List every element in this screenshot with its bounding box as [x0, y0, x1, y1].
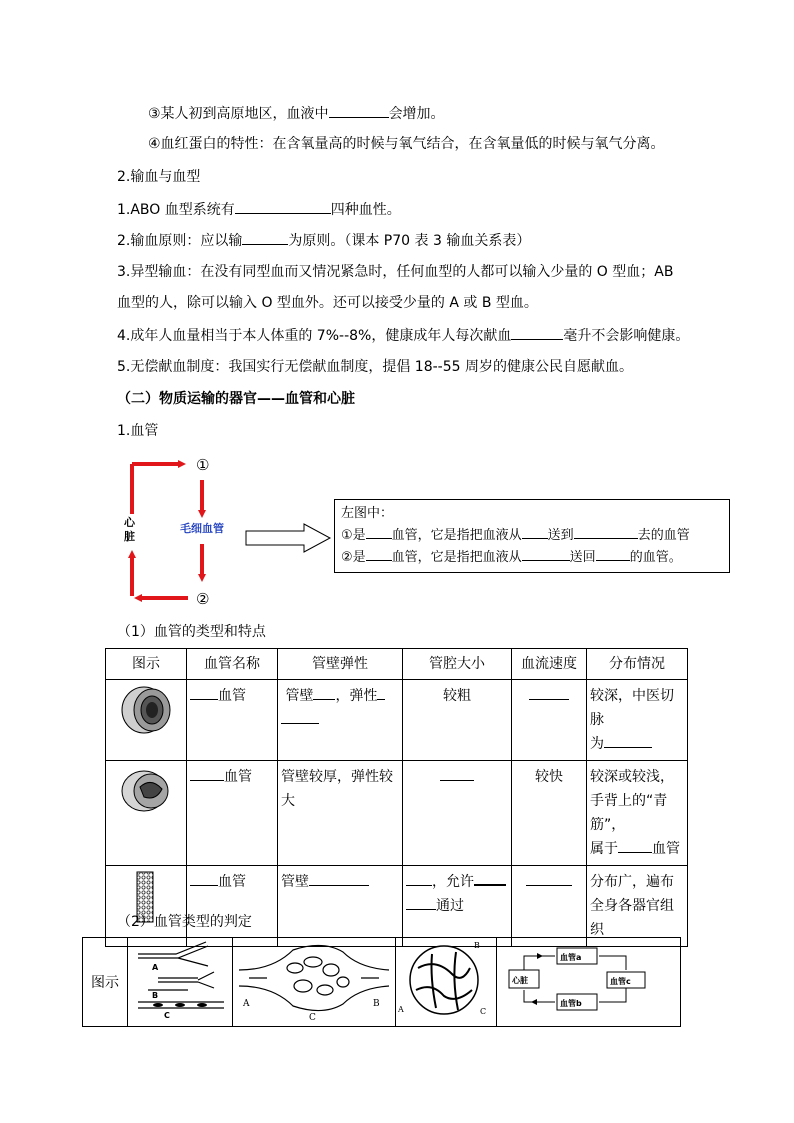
wall-cell: 管壁 ，弹性: [278, 680, 403, 761]
fig1-label-b: B: [152, 991, 159, 1000]
fig1-label-c: C: [164, 1011, 170, 1020]
artery-figure-cell: [106, 680, 187, 761]
size-cell: [403, 761, 512, 866]
fig4-heart: 心脏: [512, 976, 528, 985]
header-cell: 分布情况: [587, 649, 688, 680]
blank[interactable]: [529, 685, 569, 700]
point-4-tail: 毫升不会影响健康。: [563, 328, 690, 344]
blank[interactable]: [366, 524, 392, 539]
blank[interactable]: [596, 546, 630, 561]
fig2-cell: [233, 938, 396, 1027]
size-cell: ，允许 通过: [403, 866, 512, 947]
blank[interactable]: [366, 546, 392, 561]
blank[interactable]: [406, 895, 436, 910]
fig4-cell: [497, 938, 681, 1027]
subsection-vessels: 1.血管: [117, 423, 159, 439]
branching-vessels-figure: [128, 938, 232, 1022]
speed-cell: [512, 866, 587, 947]
blank[interactable]: [190, 685, 218, 700]
circulation-diagram: [118, 450, 348, 610]
heading-organs: （二）物质运输的器官——血管和心脏: [117, 391, 355, 407]
blank[interactable]: [313, 685, 335, 700]
fig4-vessel-a: 血管a: [560, 953, 582, 962]
point-4-text: 4.成年人血量相当于本人体重的 7%--8%，健康成年人每次献血: [117, 328, 512, 344]
point-1-text: 1.ABO 血型系统有: [117, 202, 235, 218]
dist-cell: 分布广，遍布全身各器官组织: [587, 866, 688, 947]
fig2-label-b: B: [373, 999, 380, 1009]
box-title: 左图中：: [341, 506, 394, 521]
blank[interactable]: [309, 871, 369, 886]
item-3-tail: 会增加。: [388, 106, 445, 122]
blank[interactable]: [329, 103, 389, 118]
heart-label-1: 心: [124, 516, 135, 529]
capillary-network-figure: [233, 938, 395, 1022]
fig4-vessel-c: 血管c: [610, 977, 631, 986]
judgement-table: [82, 937, 681, 1027]
blank[interactable]: [474, 870, 506, 886]
blank[interactable]: [242, 230, 288, 245]
blank[interactable]: [511, 325, 563, 340]
point-3a: 3.异型输血：在没有同型血而又情况紧急时，任何血型的人都可以输入少量的 O 型血；AB: [117, 264, 674, 280]
box-row-2: ②是 血管，它是指把血液从 送回 的血管。: [341, 546, 723, 568]
name-cell: 血管: [187, 761, 278, 866]
blank[interactable]: [235, 199, 331, 214]
header-cell: 图示: [106, 649, 187, 680]
blank[interactable]: [377, 685, 385, 700]
blank[interactable]: [406, 871, 432, 886]
fig2-label-a: A: [243, 999, 250, 1009]
fig1-cell: [128, 938, 233, 1027]
vessel-table: [105, 648, 688, 947]
table-header-row: [106, 649, 688, 680]
point-2: [117, 230, 530, 251]
fig2-label-c: C: [309, 1013, 316, 1022]
blank[interactable]: [190, 871, 218, 886]
point-3b: 血型的人，除可以输入 O 型血外。还可以接受少量的 A 或 B 型血。: [117, 295, 538, 311]
speed-cell: 较快: [512, 761, 587, 866]
heart-label-2: 脏: [124, 530, 135, 543]
header-cell: 血流速度: [512, 649, 587, 680]
table-row: [106, 866, 688, 947]
section-2-title: 2.输血与血型: [117, 169, 201, 185]
circle-2-label: ②: [196, 590, 210, 608]
item-3: [148, 103, 445, 124]
circle-1-label: ①: [196, 456, 210, 474]
name-cell: 血管: [187, 680, 278, 761]
point-1-tail: 四种血性。: [330, 202, 401, 218]
point-2-tail: 为原则。（课本 P70 表 3 输血关系表）: [288, 233, 531, 249]
artery-cross-section: [118, 684, 174, 736]
header-cell: 血管名称: [187, 649, 278, 680]
blank[interactable]: [522, 546, 570, 561]
fig1-label-a: A: [152, 963, 159, 972]
vein-figure-cell: [106, 761, 187, 866]
table-row: [106, 761, 688, 866]
dist-cell: 较深，中医切脉 为: [587, 680, 688, 761]
blank[interactable]: [440, 766, 474, 781]
item-3-text: ③某人初到高原地区，血液中: [148, 106, 329, 122]
header-cell: 管腔大小: [403, 649, 512, 680]
fig3-label-a: A: [398, 1005, 404, 1014]
speed-cell: [512, 680, 587, 761]
wall-cell: 管壁: [278, 866, 403, 947]
box-row-1: ①是 血管，它是指把血液从 送到 去的血管: [341, 524, 723, 546]
name-cell: 血管: [187, 866, 278, 947]
blank[interactable]: [522, 524, 548, 539]
item-4: ④血红蛋白的特性：在含氧量高的时候与氧气结合，在含氧量低的时候与氧气分离。: [148, 136, 665, 152]
tissue-circle-figure: [396, 938, 496, 1022]
fig3-label-b: B: [474, 941, 480, 950]
header-cell: 管壁弹性: [278, 649, 403, 680]
blank[interactable]: [281, 709, 319, 724]
point-4: [117, 325, 689, 346]
capillary-label: 毛细血管: [180, 522, 224, 535]
point-2-text: 2.输血原则：应以输: [117, 233, 243, 249]
fig4-vessel-b: 血管b: [560, 999, 582, 1008]
figure-label-cell: 图示: [83, 938, 128, 1027]
blank[interactable]: [618, 838, 652, 853]
explanation-box: [334, 499, 730, 573]
blank[interactable]: [604, 733, 652, 748]
fig3-label-c: C: [480, 1007, 487, 1016]
blank[interactable]: [574, 524, 638, 539]
blank[interactable]: [190, 766, 224, 781]
point-1: [117, 199, 401, 220]
size-cell: 较粗: [403, 680, 512, 761]
blank[interactable]: [526, 871, 572, 886]
table2-caption: （2）血管类型的判定: [117, 914, 252, 930]
dist-cell: 较深或较浅，手背上的“青筋”， 属于 血管: [587, 761, 688, 866]
table-row: [106, 680, 688, 761]
table1-caption: （1）血管的类型和特点: [117, 624, 266, 640]
fig3-cell: [396, 938, 497, 1027]
capillary-figure-cell: [106, 866, 187, 947]
wall-cell: 管壁较厚，弹性较大: [278, 761, 403, 866]
hollow-arrow: [246, 524, 330, 552]
vein-cross-section: [118, 765, 174, 817]
point-5: 5.无偿献血制度：我国实行无偿献血制度，提倡 18--55 周岁的健康公民自愿献血。: [117, 359, 633, 375]
loop-diagram-figure: [497, 938, 669, 1022]
